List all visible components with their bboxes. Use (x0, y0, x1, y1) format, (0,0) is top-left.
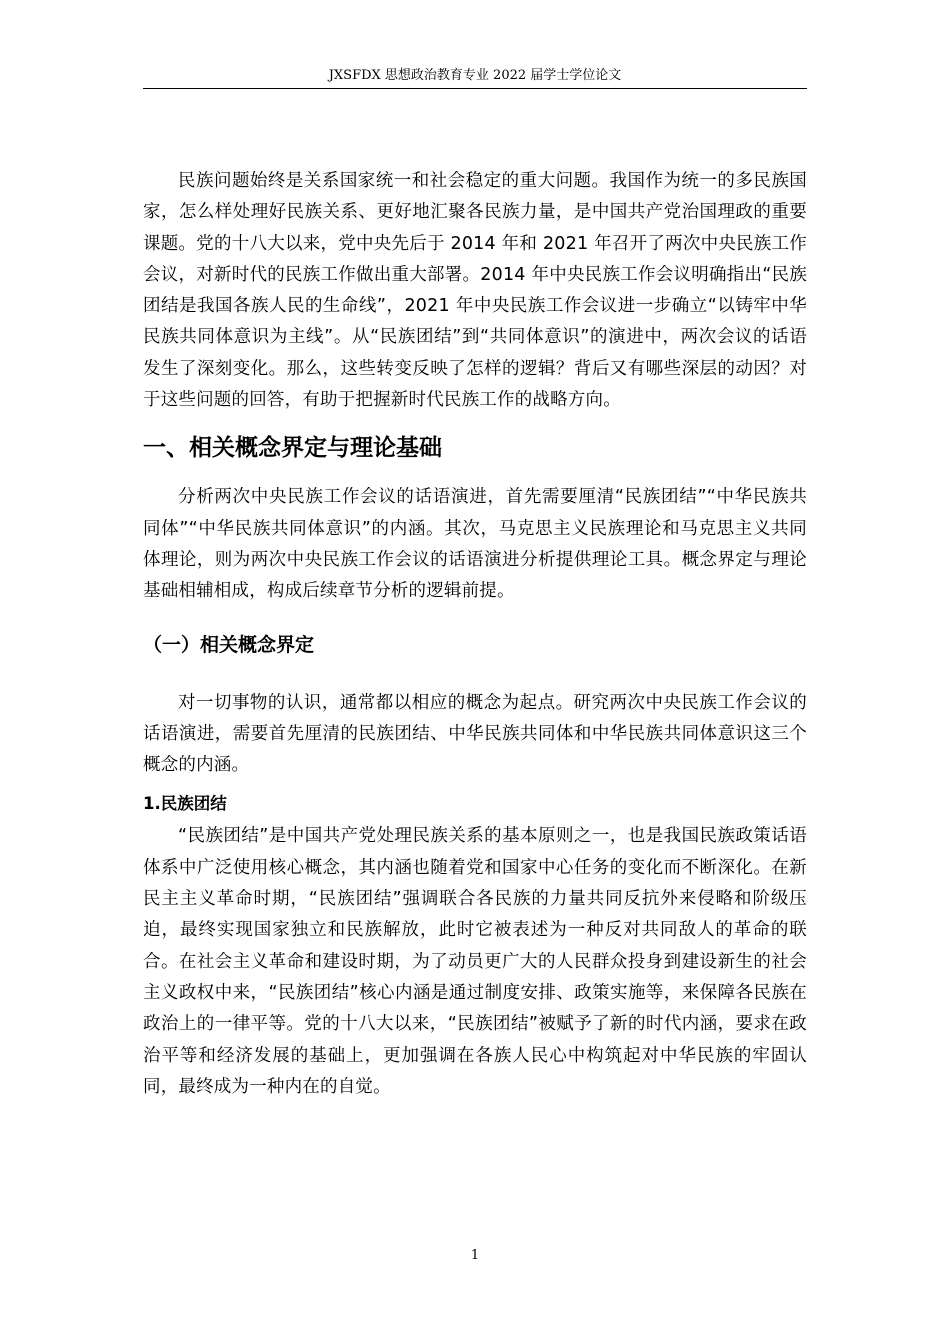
section-paragraph: 分析两次中央民族工作会议的话语演进，首先需要厘清“民族团结”“中华民族共同体”“中华民族共同体意识”的内涵。其次，马克思主义民族理论和马克思主义共同体理论，则为两次中央民族工作会议的话语演进分析提供理论工具。概念界定与理论基础相辅相成，构成后续章节分析的逻辑前提。 (143, 487, 807, 602)
page-body (143, 166, 807, 1103)
intro-paragraph: 民族问题始终是关系国家统一和社会稳定的重大问题。我国作为统一的多民族国家，怎么样处理好民族关系、更好地汇聚各民族力量，是中国共产党治国理政的重要课题。党的十八大以来，党中央先后于 2014 年和 2021 年召开了两次中央民族工作会议，对新时代的民族工作做出重大部署。2014 年中央民族工作会议明确指出“民族团结是我国各族人民的生命线”，2021 年中央民族工作会议进一步确立“以铸牢中华民族共同体意识为主线”。从“民族团结”到“共同体意识”的演进中，两次会议的话语发生了深刻变化。那么，这些转变反映了怎样的逻辑？背后又有哪些深层的动因？对于这些问题的回答，有助于把握新时代民族工作的战略方向。 (143, 171, 807, 411)
page-number: 1 (470, 1248, 480, 1263)
subsection-paragraph: 对一切事物的认识，通常都以相应的概念为起点。研究两次中央民族工作会议的话语演进，需要首先厘清的民族团结、中华民族共同体和中华民族共同体意识这三个概念的内涵。 (143, 692, 807, 776)
running-header: JXSFDX 思想政治教育专业 2022 届学士学位论文 (328, 68, 622, 83)
item-paragraph: “民族团结”是中国共产党处理民族关系的基本原则之一，也是我国民族政策话语体系中广泛使用核心概念，其内涵也随着党和国家中心任务的变化而不断深化。在新民主主义革命时期，“民族团结”强调联合各民族的力量共同反抗外来侵略和阶级压迫，最终实现国家独立和民族解放，此时它被表述为一种反对共同敌人的革命的联合。在社会主义革命和建设时期，为了动员更广大的人民群众投身到建设新生的社会主义政权中来，“民族团结”核心内涵是通过制度安排、政策实施等，来保障各民族在政治上的一律平等。党的十八大以来，“民族团结”被赋予了新的时代内涵，要求在政治平等和经济发展的基础上，更加强调在各族人民心中构筑起对中华民族的牢固认同，最终成为一种内在的自觉。 (143, 826, 807, 1097)
subsection-heading: （一）相关概念界定 (143, 633, 315, 656)
section-heading: 一、相关概念界定与理论基础 (143, 435, 442, 462)
item-heading: 1.民族团结 (143, 794, 227, 814)
header-divider (143, 88, 807, 89)
